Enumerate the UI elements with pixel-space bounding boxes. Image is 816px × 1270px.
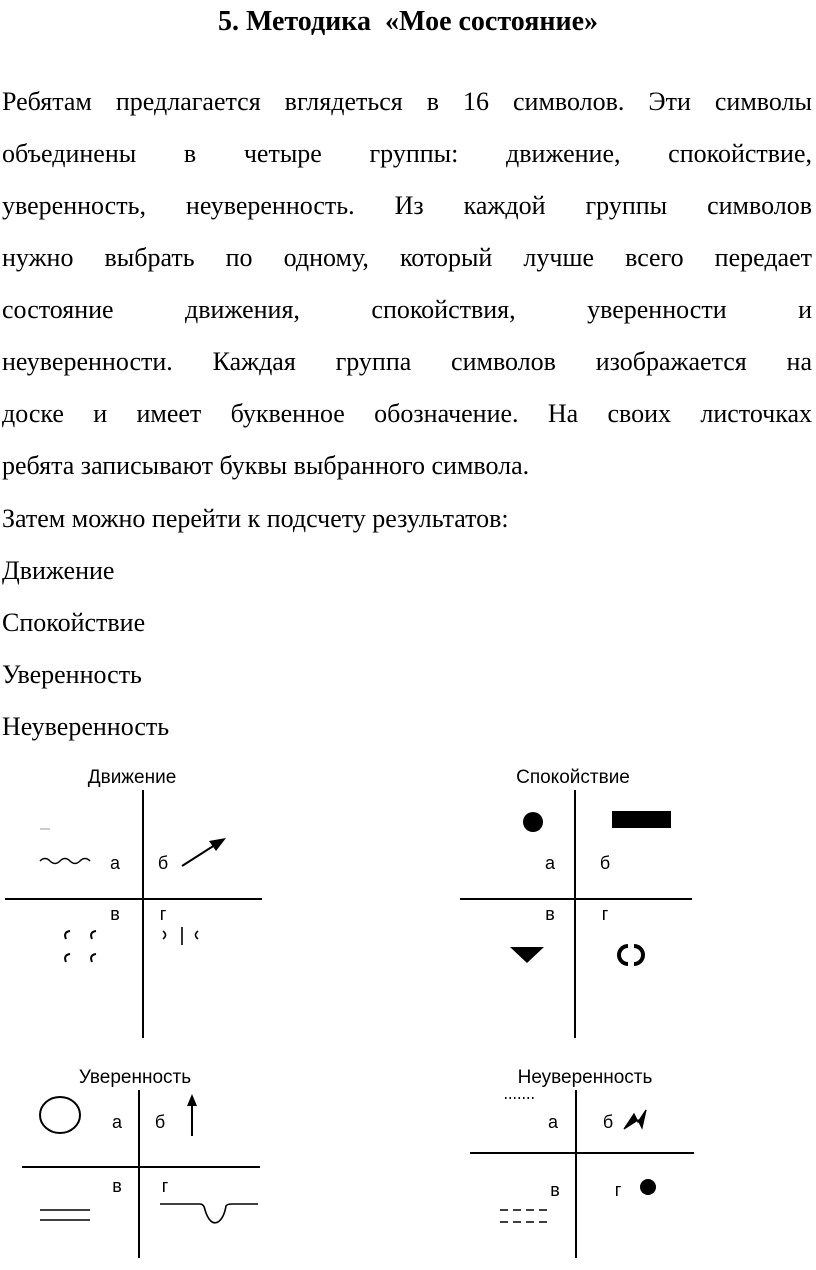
label-v: в <box>545 904 555 924</box>
paragraph-line: уверенность, неуверенность. Из каждой группы символов <box>2 191 812 220</box>
filled-triangle-icon <box>510 947 544 963</box>
group-confidence <box>22 1067 260 1258</box>
group-uncertainty <box>470 1067 694 1258</box>
paragraph-line: Ребятам предлагается вглядеться в 16 символов. Эти символы <box>2 87 812 116</box>
label-g: г <box>159 904 167 924</box>
label-v: в <box>112 1176 122 1196</box>
filled-circle-icon <box>523 812 543 832</box>
label-a: а <box>547 1112 559 1132</box>
wave-line-icon <box>40 859 90 864</box>
double-line-icon <box>40 1210 90 1220</box>
label-b: б <box>154 1112 166 1132</box>
category-confidence: Уверенность <box>2 660 142 689</box>
label-b: б <box>599 853 611 873</box>
paragraph-line: неуверенности. Каждая группа символов изображается на <box>2 347 812 376</box>
group-calm <box>460 767 692 1038</box>
paragraph-line: доске и имеет буквенное обозначение. На своих листочках <box>2 399 812 428</box>
four-hooks-icon <box>65 931 96 962</box>
label-a: а <box>111 1112 123 1132</box>
label-a: а <box>109 853 121 873</box>
bracket-bar-icon <box>163 927 198 945</box>
dip-line-icon <box>160 1204 258 1223</box>
diagonal-arrow-icon <box>182 838 226 866</box>
filled-rectangle-icon <box>612 811 671 828</box>
label-g: г <box>614 1180 622 1200</box>
symbols-diagram <box>0 750 816 1270</box>
up-arrow-icon <box>187 1094 197 1136</box>
label-b: б <box>157 853 169 873</box>
category-uncertainty: Неуверенность <box>2 712 170 741</box>
paragraph-line: нужно выбрать по одному, который лучше всего передает <box>2 243 812 272</box>
label-g: г <box>161 1176 169 1196</box>
label-b: б <box>602 1112 614 1132</box>
label-g: г <box>601 904 609 924</box>
label-v: в <box>110 904 120 924</box>
filled-dot-icon <box>640 1179 656 1195</box>
label-a: а <box>544 853 556 873</box>
empty-circle-icon <box>40 1097 80 1133</box>
open-circle-icon <box>619 946 643 964</box>
description-paragraph <box>2 76 812 492</box>
dashed-lines-icon <box>500 1210 550 1222</box>
zigzag-flash-icon <box>624 1110 646 1129</box>
results-intro: Затем можно перейти к подсчету результатов: <box>2 504 509 533</box>
category-calm: Спокойствие <box>2 608 146 637</box>
group-title: Спокойствие <box>516 767 630 788</box>
category-movement: Движение <box>2 556 115 585</box>
paragraph-line: состояние движения, спокойствия, уверенности и <box>2 295 812 324</box>
paragraph-line: ребята записывают буквы выбранного символа. <box>2 451 530 480</box>
group-movement <box>5 767 262 1038</box>
symbols-figure <box>0 750 816 1270</box>
group-title: Движение <box>87 767 177 788</box>
label-v: в <box>550 1180 560 1200</box>
page-title: 5. Методика «Мое состояние» <box>217 6 599 37</box>
paragraph-line: объединены в четыре группы: движение, спокойствие, <box>2 139 812 168</box>
group-title: Неуверенность <box>517 1067 653 1088</box>
group-title: Уверенность <box>78 1067 192 1088</box>
